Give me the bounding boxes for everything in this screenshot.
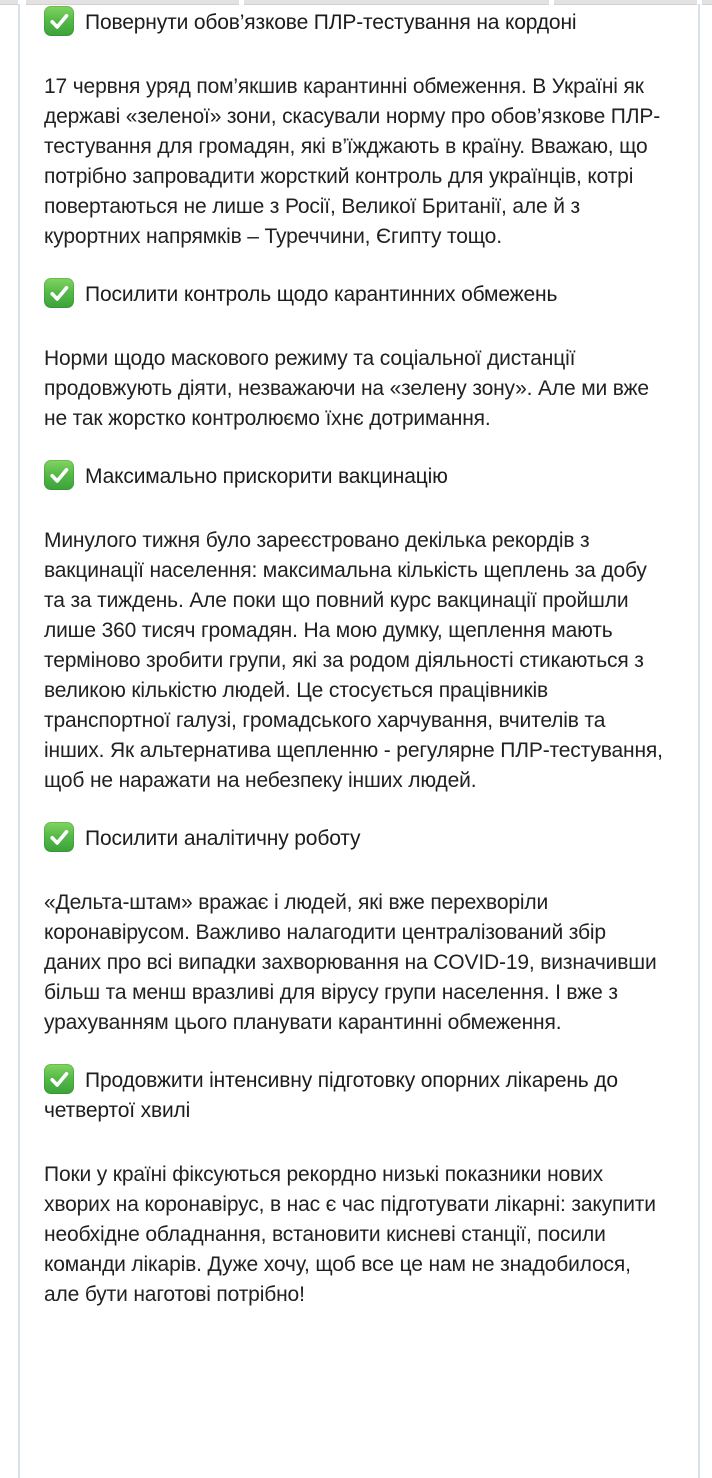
- check-mark-emoji-icon: [44, 460, 74, 490]
- section-heading: [44, 278, 668, 310]
- post-content: [44, 6, 668, 1310]
- post-section: [44, 6, 668, 252]
- section-heading-text: Максимально прискорити вакцинацію: [85, 465, 448, 488]
- section-paragraph: Норми щодо маскового режиму та соціальної дистанції продовжують діяти, незважаючи на «зелену зону». Але ми вже не так жорстко контролюємо їхнє дотримання.: [44, 347, 649, 430]
- section-heading-text: Продовжити інтенсивну підготовку опорних лікарень до четвертої хвилі: [44, 1069, 618, 1122]
- post-section: [44, 822, 668, 1038]
- top-divider-strip: [0, 0, 712, 5]
- section-heading: [44, 460, 668, 492]
- section-paragraph: 17 червня уряд пом’якшив карантинні обмеження. В Україні як державі «зеленої» зони, скасували норму про обов’язкове ПЛР-тестування для громадян, які в’їжджають в країну. Вважаю, що потрібно запровадити жорсткий контроль для українців, котрі повертаються не лише з Росії, Великої Британії, але й з курортних напрямків – Туреччини, Єгипту тощо.: [44, 75, 661, 248]
- section-paragraph: Минулого тижня було зареєстровано декілька рекордів з вакцинації населення: максимальна кількість щеплень за добу та за тиждень. Але поки що повний курс вакцинації пройшли лише 360 тисяч громадян. На мою думку, щеплення мають терміново зробити групи, які за родом діяльності стикаються з великою кількістю людей. Це стосується працівників транспортної галузі, громадського харчування, вчителів та інших. Як альтернатива щепленню - регулярне ПЛР-тестування, щоб не наражати на небезпеку інших людей.: [44, 529, 663, 792]
- section-heading: [44, 6, 668, 38]
- post-section: [44, 278, 668, 434]
- left-page-border: [18, 4, 20, 1478]
- section-paragraph: «Дельта-штам» вражає і людей, які вже перехворіли коронавірусом. Важливо налагодити централізований збір даних про всі випадки захворювання на COVID-19, визначивши більш та менш вразливі для вірусу групи населення. І вже з урахуванням цього планувати карантинні обмеження.: [44, 891, 657, 1034]
- section-heading-text: Посилити аналітичну роботу: [85, 827, 361, 850]
- section-heading-text: Повернути обов’язкове ПЛР-тестування на кордоні: [85, 11, 577, 34]
- check-mark-emoji-icon: [44, 1064, 74, 1094]
- check-mark-emoji-icon: [44, 278, 74, 308]
- check-mark-emoji-icon: [44, 6, 74, 36]
- check-mark-emoji-icon: [44, 822, 74, 852]
- section-heading: [44, 1064, 668, 1126]
- section-paragraph: Поки у країні фіксуються рекордно низькі показники нових хворих на коронавірус, в нас є час підготувати лікарні: закупити необхідне обладнання, встановити кисневі станції, посили команди лікарів. Дуже хочу, щоб все це нам не знадобилося, але бути наготові потрібно!: [44, 1163, 656, 1306]
- section-heading-text: Посилити контроль щодо карантинних обмежень: [85, 283, 558, 306]
- section-heading: [44, 822, 668, 854]
- post-section: [44, 460, 668, 796]
- post-section: [44, 1064, 668, 1310]
- right-page-border: [698, 4, 700, 1478]
